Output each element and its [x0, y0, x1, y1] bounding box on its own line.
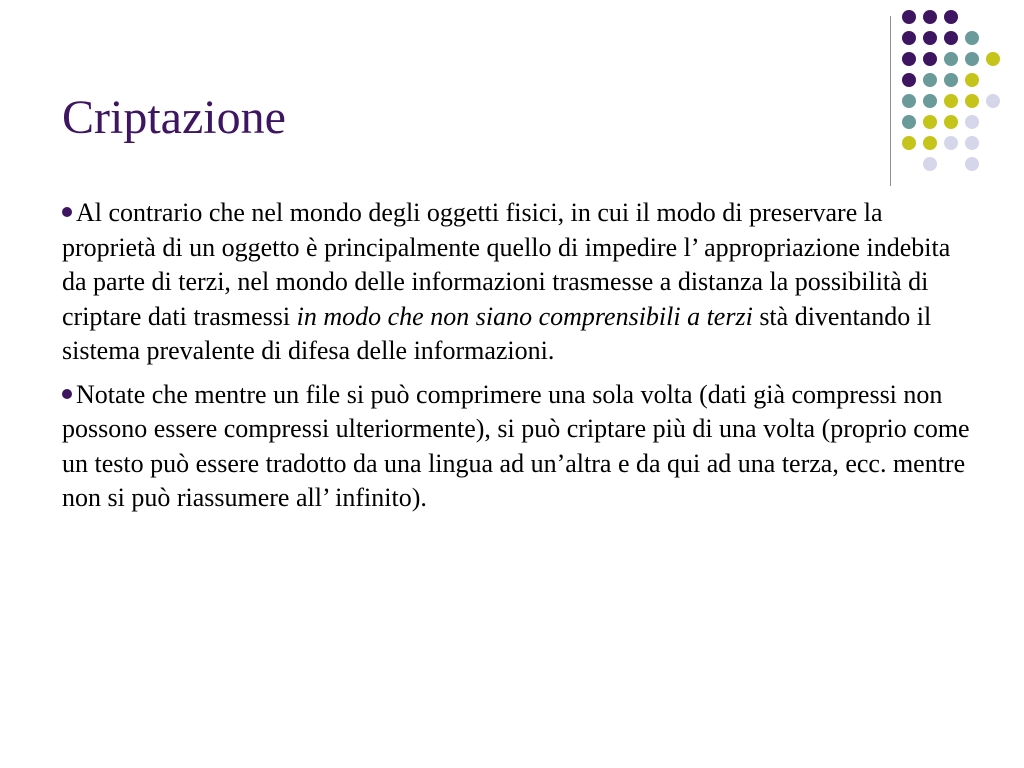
- decorative-dot: [944, 136, 958, 150]
- decorative-dot: [944, 10, 958, 24]
- decorative-dot: [965, 115, 979, 129]
- decorative-dot: [923, 73, 937, 87]
- decorative-dot: [923, 10, 937, 24]
- paragraph-2: [62, 378, 972, 516]
- decorative-dot: [902, 73, 916, 87]
- decorative-dot: [923, 31, 937, 45]
- decorative-dot: [902, 94, 916, 108]
- decorative-dot: [965, 52, 979, 66]
- decorative-dot: [944, 115, 958, 129]
- decorative-dot: [986, 94, 1000, 108]
- decorative-dot: [902, 115, 916, 129]
- decorative-dot: [944, 31, 958, 45]
- decorative-dot: [965, 73, 979, 87]
- decorative-dot: [965, 94, 979, 108]
- decorative-dot: [923, 94, 937, 108]
- slide-title: Criptazione: [62, 91, 286, 144]
- decorative-dot: [923, 115, 937, 129]
- decorative-dot: [902, 10, 916, 24]
- paragraph-1-text-end: stà diventando il sistema prevalente di difesa delle informazioni.: [62, 301, 932, 365]
- decorative-dot: [965, 157, 979, 171]
- slide-body: [62, 196, 972, 525]
- decorative-dot-grid: [902, 10, 1022, 180]
- bullet-icon: [62, 389, 72, 399]
- decorative-dot: [923, 136, 937, 150]
- paragraph-1: [62, 196, 972, 369]
- decorative-dot: [902, 52, 916, 66]
- decorative-dot: [986, 52, 1000, 66]
- decorative-dot: [944, 94, 958, 108]
- decorative-dot: [923, 157, 937, 171]
- decorative-dot: [923, 52, 937, 66]
- decorative-dot: [902, 136, 916, 150]
- title-divider-line: [890, 16, 891, 186]
- decorative-dot: [944, 52, 958, 66]
- decorative-dot: [965, 31, 979, 45]
- paragraph-1-text: Al contrario che nel mondo degli oggetti fisici, in cui il modo di preservare la proprietà di un oggetto è principalmente quello di impedire l’ appropriazione indebita da parte di terzi, nel mondo delle informazioni trasmesse a distanza la possibilità di criptare dati trasmessi: [62, 198, 951, 331]
- paragraph-2-text: Notate che mentre un file si può comprimere una sola volta (dati già compressi non possono essere compressi ulteriormente), si può criptare più di una volta (proprio come un testo può essere tradotto da una lingua ad un’altra e da qui ad una terza, ecc. mentre non si può riassumere all’ infinito).: [62, 379, 970, 512]
- bullet-icon: [62, 207, 72, 217]
- decorative-dot: [902, 31, 916, 45]
- paragraph-1-italic-text: in modo che non siano comprensibili a terzi: [296, 301, 753, 331]
- decorative-dot: [965, 136, 979, 150]
- decorative-dot: [944, 73, 958, 87]
